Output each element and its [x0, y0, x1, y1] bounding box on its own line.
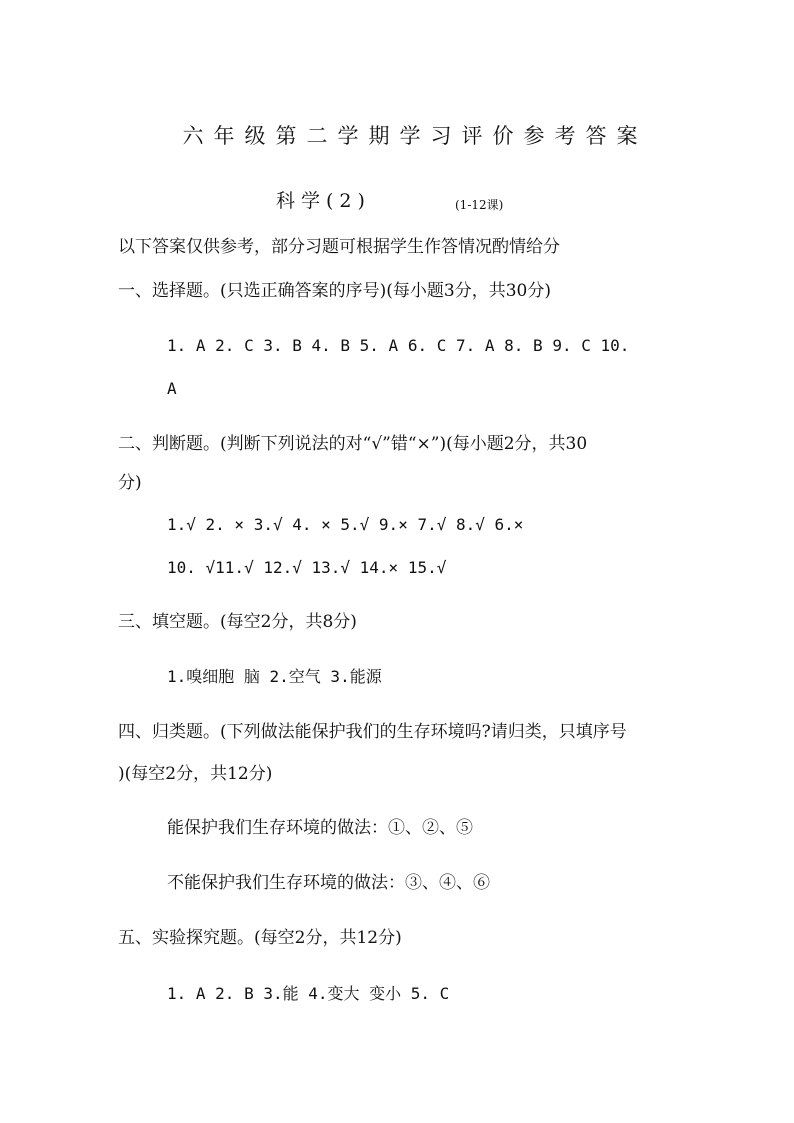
section-1-answers-line-1: 1. A 2. C 3. B 4. B 5. A 6. C 7. A 8. B 9. C 10. — [167, 336, 630, 355]
lesson-range: (1-12课) — [455, 198, 504, 212]
section-4-answer-not-protect: 不能保护我们生存环境的做法：③、④、⑥ — [167, 873, 490, 893]
section-2-answers-line-2: 10. √11.√ 12.√ 13.√ 14.× 15.√ — [167, 558, 447, 577]
section-3-heading: 三、填空题。(每空2分，共8分) — [118, 612, 357, 632]
section-2-heading: 二、判断题。(判断下列说法的对“√”错“×”)(每小题2分，共30 — [118, 434, 588, 454]
section-4-answer-protect: 能保护我们生存环境的做法：①、②、⑤ — [167, 818, 473, 838]
scoring-note: 以下答案仅供参考，部分习题可根据学生作答情况酌情给分 — [118, 237, 560, 257]
section-4-heading: 四、归类题。(下列做法能保护我们的生存环境吗?请归类，只填序号 — [118, 722, 627, 742]
section-3-answers: 1.嗅细胞 脑 2.空气 3.能源 — [167, 667, 382, 686]
section-2-heading-cont: 分) — [118, 473, 142, 493]
subject-label: 科学(2) — [276, 190, 371, 212]
section-1-answers-line-2: A — [167, 379, 177, 398]
section-4-heading-cont: )(每空2分，共12分) — [118, 764, 273, 784]
section-5-answers: 1. A 2. B 3.能 4.变大 变小 5. C — [167, 984, 450, 1003]
section-1-heading: 一、选择题。(只选正确答案的序号)(每小题3分，共30分) — [118, 281, 551, 301]
page-title: 六年级第二学期学习评价参考答案 — [182, 124, 648, 148]
section-2-answers-line-1: 1.√ 2. × 3.√ 4. × 5.√ 9.× 7.√ 8.√ 6.× — [167, 515, 524, 534]
section-5-heading: 五、实验探究题。(每空2分，共12分) — [118, 928, 402, 948]
